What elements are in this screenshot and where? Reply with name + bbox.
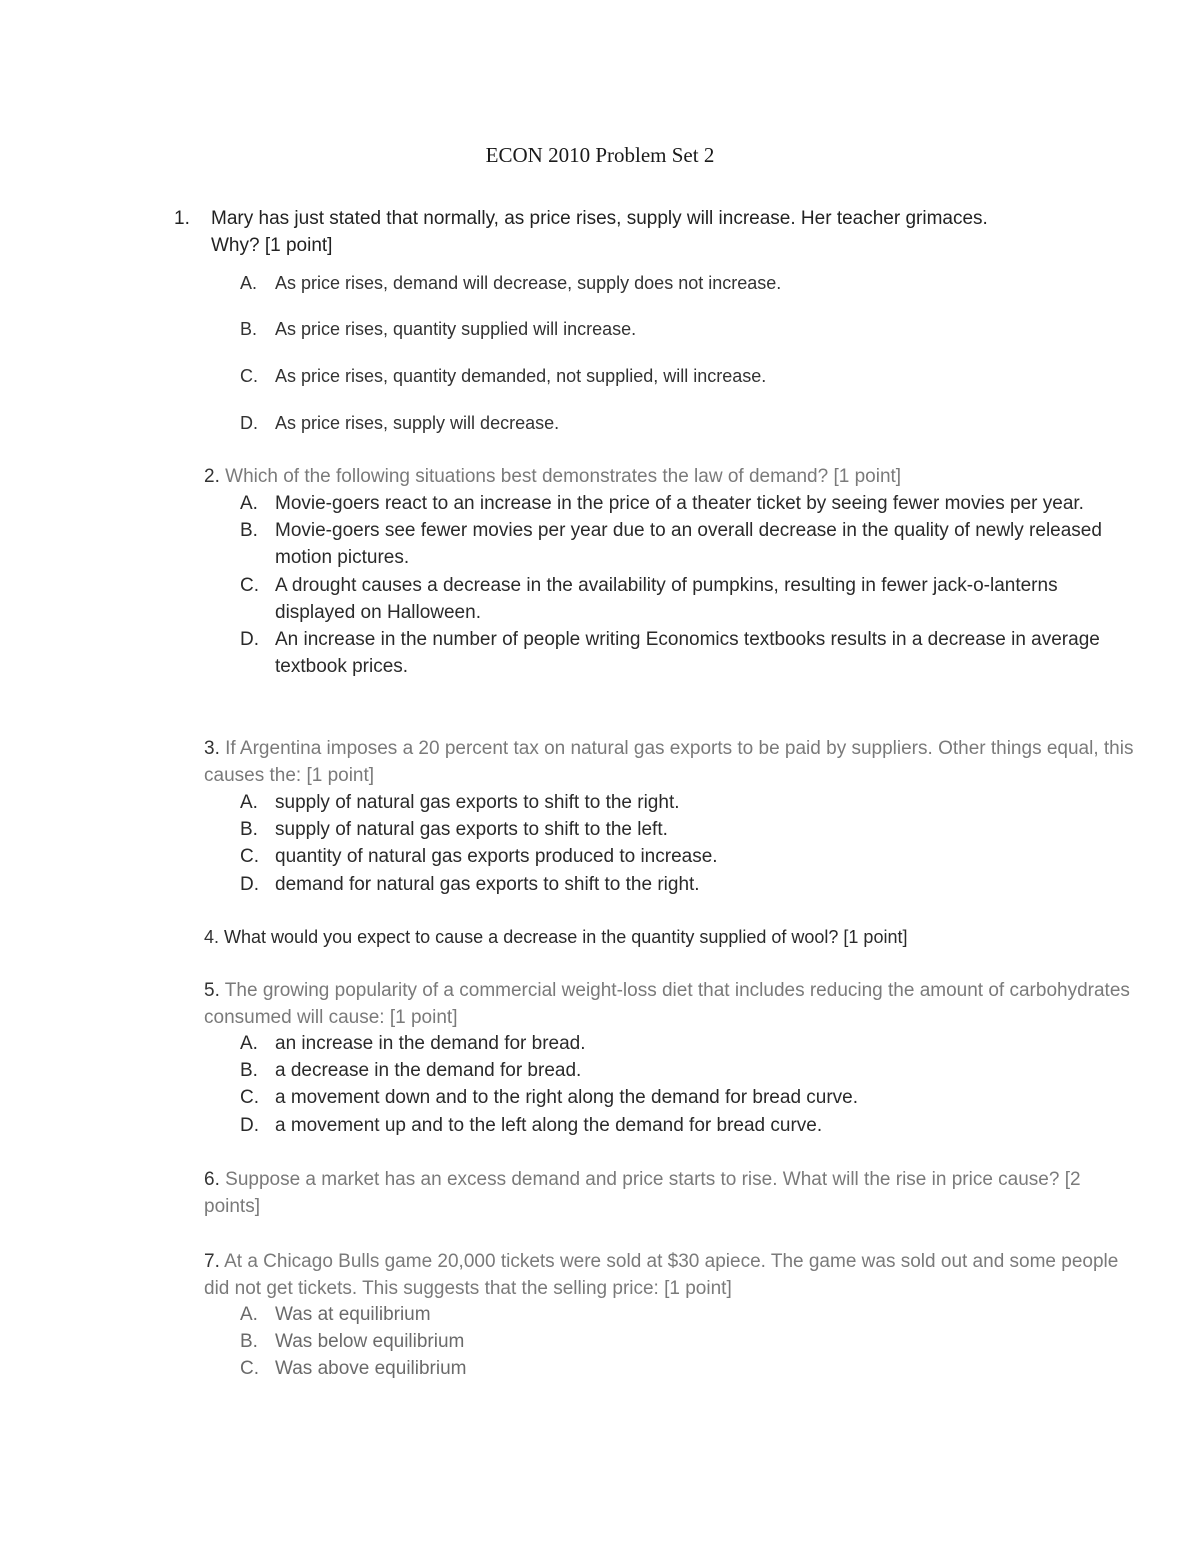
option-c xyxy=(240,572,1120,626)
option-letter: B. xyxy=(240,319,258,339)
option-letter: D. xyxy=(240,629,259,651)
option-text: Was at equilibrium xyxy=(275,1304,431,1325)
question-3 xyxy=(204,735,1134,789)
question-number: 2. xyxy=(204,466,220,487)
option-b xyxy=(240,1328,1120,1355)
option-letter: D. xyxy=(240,413,258,433)
question-number: 3. xyxy=(204,738,220,759)
option-text: Was above equilibrium xyxy=(275,1358,467,1380)
question-number: 6. xyxy=(204,1169,220,1190)
question-text: At a Chicago Bulls game 20,000 tickets were sold at $30 apiece. The game was sold out and some people did not get tickets. This suggests that the selling price: [1 point] xyxy=(204,1251,1119,1299)
question-text: The growing popularity of a commercial weight-loss diet that includes reducing the amount of carbohydrates consumed will cause: [1 point] xyxy=(204,980,1130,1028)
option-c xyxy=(240,1084,1120,1111)
option-d xyxy=(240,871,1120,898)
option-text: An increase in the number of people writing Economics textbooks results in a decrease in average textbook prices. xyxy=(275,629,1100,678)
question-text: What would you expect to cause a decrease in the quantity supplied of wool? [1 point] xyxy=(224,927,908,947)
option-letter: C. xyxy=(240,366,258,386)
question-7-options xyxy=(240,1301,1120,1383)
question-number: 1. xyxy=(174,208,190,229)
option-letter: B. xyxy=(240,520,258,542)
option-text: supply of natural gas exports to shift to the right. xyxy=(275,792,680,813)
question-text: If Argentina imposes a 20 percent tax on natural gas exports to be paid by suppliers. Other things equal, this causes the: [1 point] xyxy=(204,738,1134,786)
option-letter: B. xyxy=(240,1060,258,1082)
option-letter: A. xyxy=(240,1033,258,1054)
option-c xyxy=(240,843,1120,870)
option-letter: C. xyxy=(240,1358,259,1380)
option-text: quantity of natural gas exports produced to increase. xyxy=(275,846,718,868)
option-text: Movie-goers see fewer movies per year due to an overall decrease in the quality of newly released motion pictures. xyxy=(275,520,1102,569)
option-a xyxy=(240,490,1120,517)
option-text: As price rises, supply will decrease. xyxy=(275,413,560,433)
question-7 xyxy=(204,1248,1134,1302)
option-c xyxy=(240,366,766,387)
option-letter: B. xyxy=(240,819,258,841)
option-text: As price rises, demand will decrease, supply does not increase. xyxy=(275,273,782,293)
option-letter: D. xyxy=(240,873,259,895)
option-a xyxy=(240,1301,1120,1328)
question-number: 5. xyxy=(204,980,220,1001)
option-a xyxy=(240,273,781,294)
option-b xyxy=(240,517,1120,571)
option-d xyxy=(240,1112,1120,1139)
question-text-line: Why? [1 point] xyxy=(211,235,333,256)
question-number: 7. xyxy=(204,1251,220,1272)
option-b xyxy=(240,319,636,340)
option-letter: A. xyxy=(240,273,258,293)
option-text: As price rises, quantity demanded, not supplied, will increase. xyxy=(275,366,767,386)
option-text: Was below equilibrium xyxy=(275,1331,465,1353)
question-5 xyxy=(204,977,1134,1031)
question-number: 4. xyxy=(204,927,220,947)
option-d xyxy=(240,413,559,434)
option-text: a decrease in the demand for bread. xyxy=(275,1060,582,1082)
option-text: As price rises, quantity supplied will increase. xyxy=(275,319,637,339)
option-d xyxy=(240,626,1120,680)
option-b xyxy=(240,1057,1120,1084)
option-letter: A. xyxy=(240,1304,258,1325)
question-4 xyxy=(204,924,1134,951)
option-text: A drought causes a decrease in the availability of pumpkins, resulting in fewer jack-o-lanterns displayed on Halloween. xyxy=(275,574,1058,623)
question-2-options xyxy=(240,490,1120,680)
option-letter: C. xyxy=(240,1087,259,1109)
option-letter: D. xyxy=(240,1114,259,1136)
option-c xyxy=(240,1355,1120,1382)
option-letter: C. xyxy=(240,574,259,596)
question-6 xyxy=(204,1166,1134,1220)
option-text: supply of natural gas exports to shift to the left. xyxy=(275,819,668,841)
option-letter: A. xyxy=(240,493,258,514)
option-text: a movement down and to the right along the demand for bread curve. xyxy=(275,1087,859,1109)
option-b xyxy=(240,816,1120,843)
option-a xyxy=(240,1030,1120,1057)
option-letter: C. xyxy=(240,846,259,868)
question-text: Suppose a market has an excess demand and price starts to rise. What will the rise in price cause? [2 points] xyxy=(204,1169,1081,1217)
question-2 xyxy=(204,463,1134,490)
option-letter: A. xyxy=(240,792,258,813)
question-text-line: Mary has just stated that normally, as price rises, supply will increase. Her teacher grimaces. xyxy=(211,208,988,229)
question-text: Which of the following situations best demonstrates the law of demand? [1 point] xyxy=(225,466,902,487)
option-a xyxy=(240,789,1120,816)
option-text: demand for natural gas exports to shift to the right. xyxy=(275,873,700,895)
page-title: ECON 2010 Problem Set 2 xyxy=(485,143,715,167)
question-5-options xyxy=(240,1030,1120,1139)
option-text: a movement up and to the left along the demand for bread curve. xyxy=(275,1114,823,1136)
question-1 xyxy=(174,205,1094,259)
option-letter: B. xyxy=(240,1331,258,1353)
option-text: Movie-goers react to an increase in the price of a theater ticket by seeing fewer movies per year. xyxy=(275,493,1084,514)
question-3-options xyxy=(240,789,1120,898)
option-text: an increase in the demand for bread. xyxy=(275,1033,586,1054)
